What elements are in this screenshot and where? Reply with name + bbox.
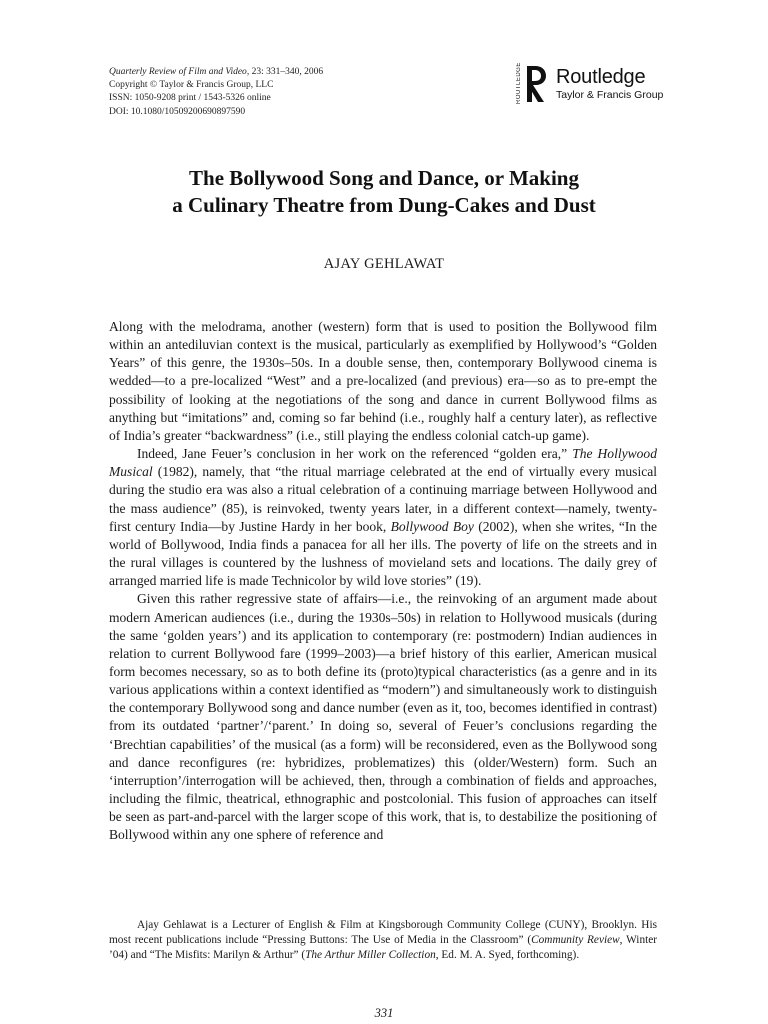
copyright-line: Copyright © Taylor & Francis Group, LLC <box>109 80 274 91</box>
doi-line: DOI: 10.1080/10509200690897590 <box>109 106 246 117</box>
author-footnote: Ajay Gehlawat is a Lecturer of English & Film at Kingsborough Community College (CUNY), Brooklyn. His most recent publications include “Pressing Buttons: The Use of Media in the Classroom” (Community Review, Winter ’04) and “The Misfits: Marilyn & Arthur” (The Arthur Miller Collection, Ed. M. A. Syed, forthcoming). <box>109 919 658 961</box>
article-body <box>109 318 657 845</box>
issn-line: ISSN: 1050-9208 print / 1543-5326 online <box>109 93 271 104</box>
journal-name: Quarterly Review of Film and Video <box>109 67 247 77</box>
journal-volume-pages: , 23: 331–340, 2006 <box>246 67 324 77</box>
page-number: 331 <box>374 1006 394 1020</box>
author-name: AJAY GEHLAWAT <box>323 256 445 272</box>
publisher-name: Routledge <box>556 66 646 88</box>
cited-book-title: Bollywood Boy <box>390 518 474 534</box>
routledge-mark-icon <box>524 64 550 104</box>
article-title-line-2: a Culinary Theatre from Dung-Cakes and Dust <box>172 193 596 217</box>
journal-citation-line <box>109 66 323 79</box>
article-title <box>0 165 768 219</box>
publisher-logo <box>516 64 663 104</box>
paragraph-2: Indeed, Jane Feuer’s conclusion in her work on the referenced “golden era,” The Hollywood Musical (1982), namely, that “the ritual marriage celebrated at the end of virtually every musical during the studio era was also a ritual celebration of a continuing marriage between Hollywood and the mass audience” (85), is reinvoked, twenty years later, in a different context—namely, twenty-first century India—by Justine Hardy in her book, Bollywood Boy (2002), when she writes, “In the world of Bollywood, India finds a panacea for all her ills. The poverty of life on the streets and in the rural villages is countered by the lushness of movieland sets and locations. The daily grey of arranged married life is made Technicolor by wild love stories” (19). <box>109 446 657 589</box>
cited-collection: The Arthur Miller Collection <box>305 948 436 961</box>
paragraph-3: Given this rather regressive state of affairs—i.e., the reinvoking of an argument made about modern American audiences (i.e., during the 1930s–50s) in relation to Hollywood musicals (during the same ‘golden years’) and its application to contemporary (re: postmodern) Indian audiences in relation to current Bollywood fare (1999–2003)—a brief history of this earlier, American musical form becomes necessary, so as to both define its (proto)typical characteristics (as a genre and in its various applications within a context identified as “modern”) and simultaneously work to distinguish the contemporary Bollywood song and dance number (even as it, too, becomes identified in contrast) from its outdated ‘partner’/‘parent.’ In doing so, several of Feuer’s conclusions regarding the ‘Brechtian capabilities’ of the musical (as a form) will be reconsidered, even as the Bollywood song and dance reconfigures (re: hybridizes, problematizes) this (older/Western) form. Such an ‘interruption’/interrogation will be achieved, then, through a combination of fields and approaches, including the filmic, theatrical, ethnographic and postcolonial. This fusion of approaches can itself be seen as part-and-parcel with the larger scope of this work, that is, to destabilize the positioning of Bollywood within any one sphere of reference and <box>109 591 657 843</box>
publisher-group: Taylor & Francis Group <box>556 89 664 101</box>
cited-book-title: The Hollywood Musical <box>109 446 657 480</box>
logo-vertical-text: ROUTLEDGE <box>516 62 522 104</box>
cited-journal: Community Review <box>531 933 620 946</box>
article-title-line-1: The Bollywood Song and Dance, or Making <box>189 166 579 190</box>
journal-citation-block <box>109 66 323 119</box>
paragraph-1: Along with the melodrama, another (western) form that is used to position the Bollywood film within an antediluvian context is the musical, particularly as exemplified by Hollywood’s “Golden Years” of this genre, the 1930s–50s. In a double sense, then, contemporary Bollywood cinema is wedded—to a pre-localized “West” and a pre-localized (and previous) era—so as to pre-empt the possibility of looking at the negotiations of the song and dance in current Bollywood films as anything but “imitations” and, coming so far behind (i.e., roughly half a century later), as reflective of India’s greater “backwardness” (i.e., still playing the endless colonial catch-up game). <box>109 319 657 443</box>
